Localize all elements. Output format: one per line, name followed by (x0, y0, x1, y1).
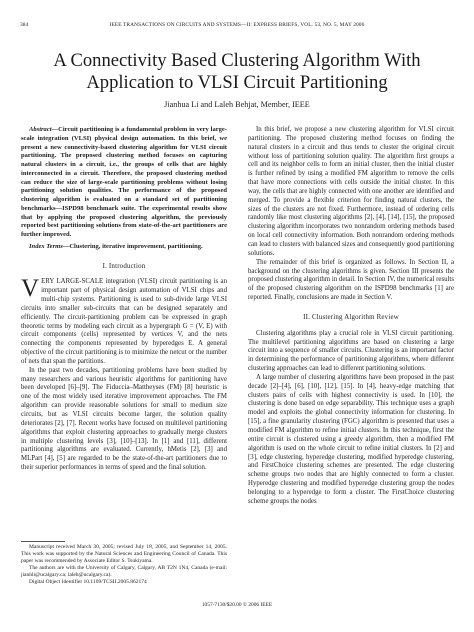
right-paragraph-1: In this brief, we propose a new clustering algorithm for VLSI circuit partitioning. The proposed clustering method focuses on finding the natural clusters in a circuit and thus tends to cluster the original circuit without loss of partitioning solution quality. The algorithm first groups a cell and its neighbor cells to form an initial cluster, then the initial cluster is further refined by using a modified FM algorithm to remove the cells that have more connections with cells outside the initial cluster. In this way, the cells that are highly connected with one another are identified and merged. To provide a flexible criterion for finding natural clusters, the sizes of the clusters are not fixed. Furthermore, instead of ordering cells randomly like most clustering algorithms [2], [4], [14], [15], the proposed clustering algorithm incorporates two nonrandom ordering methods based on local cell connectivity information. Both nonrandom ordering methods can lead to clusters with balanced sizes and consequently good partitioning solutions. (248, 126, 454, 257)
index-terms-label: Index Terms— (29, 242, 70, 250)
intro-paragraph-1-text: ERY LARGE-SCALE integration (VLSI) circuit partitioning is an important part of physical design automation of VLSI chips and multi-chip systems. Partitioning is used to sub-divide large VLSI circuits into smaller sub-circuits that can be designed separately and efficiently. The circuit-partitioning problem can be expressed in graph theoretic terms by modeling each circuit as a hypergraph G = (V, E) with circuit components (cells) represented by vertices V, and the nets connecting the components represented by hyperedges E. A general objective of the circuit partitioning is to minimize the netcut or the number of nets that span the partitions. (21, 278, 227, 365)
copyright-line: 1057-7130/$20.00 © 2006 IEEE (201, 602, 273, 608)
intro-paragraph-1 (21, 275, 227, 366)
abstract-text: Circuit partitioning is a fundamental problem in very large-scale integration (VLSI) physical design automation. In this brief, we present a new connectivity-based clustering algorithm for VLSI circuit partitioning. The proposed clustering method focuses on capturing natural clusters in a circuit, i.e., the groups of cells that are highly interconnected in a circuit. Therefore, the proposed clustering method can reduce the size of large-scale partitioning problems without losing partitioning solution qualities. The performance of the proposed clustering algorithm is evaluated on a standard set of partitioning benchmarks—ISPD98 benchmark suite. The experimental results show that by applying the proposed clustering algorithm, the previously reported best partitioning solutions from state-of-the-art partitioners are further improved. (21, 126, 227, 238)
right-column (248, 126, 454, 507)
section-heading-review: II. Clustering Algorithm Review (303, 313, 399, 321)
right-paragraph-3: Clustering algorithms play a crucial role in VLSI circuit partitioning. The multilevel partitioning algorithms are based on clustering a large circuit into a sequence of smaller circuits. Clustering is an important factor in determining the performance of partitioning algorithms, where different clustering approaches can lead to different partitioning solutions. (248, 329, 454, 373)
footnote (21, 544, 227, 587)
running-header (20, 22, 454, 32)
intro-paragraph-2: In the past two decades, partitioning problems have been studied by many researchers and various heuristic algorithms for partitioning have been developed [6]–[9]. The Fiduccia–Mattheyses (FM) [8] heuristic is one of the most widely used iterative improvement approaches. The FM algorithm can provide reasonable solutions for small to medium size circuits, but as VLSI circuits become larger, the solution quality deteriorates [2], [7]. Recent works have focused on multilevel partitioning algorithms that exploit clustering approaches to gradually merge clusters in multiple clustering levels [3], [10]–[13]. In [1] and [11], different partitioning algorithms are evaluated. Currently, hMetis [2], [3] and MLPart [4], [5] are regarded to be the state-of-the-art partitioners due to their superior performances in terms of speed and the final solution. (21, 366, 227, 472)
footnote-affiliation: The authors are with the University of Calgary, Calgary, AB T2N 1N4, Canada (e-mail: jianhli@ucalgary.ca; laleh@ucalgary.ca). (21, 565, 227, 579)
left-column (21, 126, 227, 473)
footnote-divider (21, 541, 65, 542)
paper-authors: Jianhua Li and Laleh Behjat, Member, IEEE (164, 100, 310, 109)
abstract (21, 126, 227, 240)
footnote-doi: Digital Object Identifier 10.1109/TCSII.2005.862174 (29, 579, 147, 586)
journal-name: IEEE TRANSACTIONS ON CIRCUITS AND SYSTEMS—II: EXPRESS BRIEFS, VOL. 53, NO. 5, MAY 2006 (109, 22, 365, 28)
right-paragraph-4: A large number of clustering algorithms have been proposed in the past decade [2]–[4], [6], [10], [12], [15]. In [4], heavy-edge matching that clusters pairs of cells with highest connectivity is used. In [10], the clustering is done based on edge separability. This technique uses a graph model and exploits the global connectivity information for clustering. In [15], a fine granularity clustering (FGC) algorithm is presented that uses a modified FM algorithm to refine initial clusters. In this technique, first the entire circuit is clustered using a greedy algorithm, then a modified FM algorithm is used on the whole circuit to refine initial clusters. In [2] and [3], edge clustering, hyperedge clustering, modified hyperedge clustering, and FirstChoice clustering schemes are presented. The edge clustering scheme groups two nodes that are highly connected to form a cluster. Hyperedge clustering and modified hyperedge clustering group the nodes belonging to a hyperedge to form a cluster. The FirstChoice clustering scheme groups the nodes (248, 373, 454, 505)
footnote-manuscript: Manuscript received March 30, 2005; revised July 18, 2005, and September 14, 2005. This work was supported by the Natural Sciences and Engineering Council of Canada. This paper was recommended by Associate Editor S. Tsukiyama. (21, 544, 227, 565)
index-terms-text: Clustering, iterative improvement, partitioning. (69, 242, 203, 250)
section-heading-introduction: I. Introduction (102, 262, 146, 270)
index-terms (21, 243, 227, 252)
right-paragraph-2: The remainder of this brief is organized as follows. In Section II, a background on the clustering algorithms is given. Section III presents the proposed clustering algorithm in detail. In Section IV, the numerical results of the proposed clustering algorithm on the ISPD98 benchmarks [1] are reported. Finally, conclusions are made in Section V. (248, 258, 454, 302)
drop-cap: V (21, 275, 40, 303)
paper-title: A Connectivity Based Clustering Algorithm With Application to VLSI Circuit Partitioning (53, 50, 421, 93)
abstract-label: Abstract— (29, 126, 59, 133)
page-number: 384 (20, 22, 29, 28)
